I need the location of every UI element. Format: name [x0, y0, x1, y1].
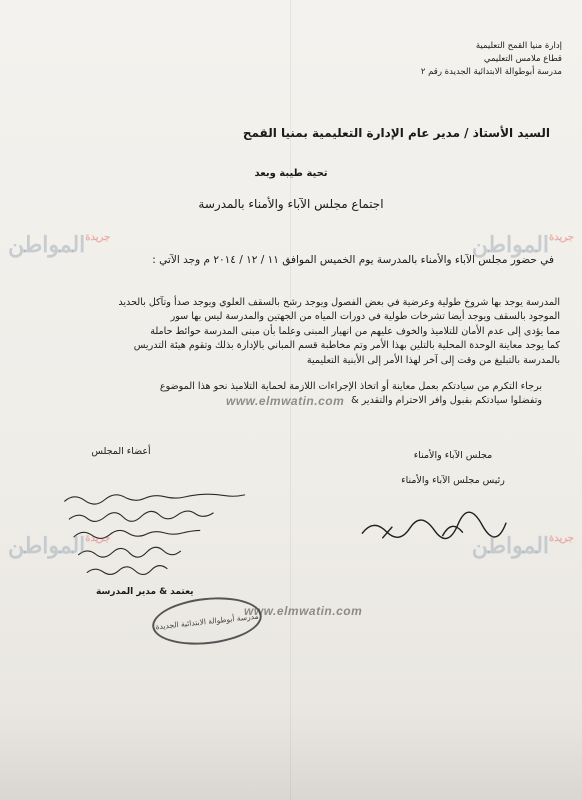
- watermark-brand: $^{جريدة}$المواطن: [471, 232, 574, 257]
- official-stamp: [150, 592, 264, 649]
- watermark-accent: جريدة: [85, 232, 111, 243]
- subject-line: اجتماع مجلس الآباء والأمناء بالمدرسة: [198, 197, 384, 211]
- body-line: المدرسة يوجد بها شروخ طولية وعرضية في بعض الفصول ويوجد رشح بالسقف العلوي ويوجد صدأ وتآكل بالحديد: [118, 297, 560, 308]
- approval-label: يعتمد & مدير المدرسة: [96, 587, 194, 597]
- page-shadow: [0, 710, 582, 800]
- council-head-title: رئيس مجلس الآباء والأمناء: [401, 475, 505, 486]
- stamp-text: مدرسة أبوطوالة الابتدائية الجديدة: [155, 611, 259, 631]
- members-title: أعضاء المجلس: [91, 446, 151, 457]
- body-line: مما يؤدى إلى عدم الأمان للتلاميذ والخوف عليهم من انهيار المبنى وعلما بأن مبنى المدرسة حوائط حاملة: [150, 325, 560, 337]
- addressee-line: السيد الأستاذ / مدير عام الإدارة التعليمية بمنيا القمح: [242, 126, 550, 140]
- signature-scribble: [64, 490, 244, 505]
- letterhead-line: قطاع ملامس التعليمي: [483, 54, 562, 64]
- letterhead: [312, 40, 562, 79]
- council-signature-block: [358, 450, 548, 486]
- body-line: بالمدرسة بالتبليغ من وقت إلى آخر لهذا الأمر إلى الأبنية التعليمية: [306, 354, 560, 366]
- closing-line: وتفضلوا سيادتكم بقبول وافر الاحترام والتقدير &: [351, 395, 542, 407]
- request-line: برجاء التكرم من سيادتكم بعمل معاينة أو اتخاذ الإجراءات اللازمة لحماية التلاميذ نحو هذا الموضوع: [159, 381, 542, 392]
- watermark-brand: $^{جريدة}$المواطن: [471, 533, 574, 558]
- signature-scribble: [87, 565, 167, 576]
- greeting: تحية طيبة وبعد: [254, 168, 328, 179]
- council-title: مجلس الآباء والأمناء: [413, 450, 493, 461]
- watermark-brand: $^{جريدة}$المواطن: [8, 533, 111, 558]
- letterhead-line: مدرسة أبوطوالة الابتدائية الجديدة رقم ٢: [420, 67, 562, 77]
- letterhead-line: إدارة منيا القمح التعليمية: [475, 41, 562, 51]
- watermark-url: www.elmwatin.com: [244, 604, 363, 618]
- watermark-brand: $^{جريدة}$المواطن: [8, 232, 111, 257]
- watermark-url: www.elmwatin.com: [226, 394, 345, 408]
- body-paragraph: [20, 296, 560, 368]
- body-line: كما يوجد معاينة الوحدة المحلية بالتلين بهذا الأمر وتم مخاطبة قسم المباني بالإدارة بذلك وتقوم هيئة التدريس: [133, 340, 560, 352]
- intro-line: في حضور مجلس الآباء والأمناء بالمدرسة يوم الخميس الموافق ١١ / ١٢ / ٢٠١٤ م وجد الآتي :: [152, 254, 554, 266]
- body-line: الموجود بالسقف ويوجد أيضا تشرخات طولية في دورات المياه من الجهتين والمدرسة ليس بها سور: [170, 311, 560, 323]
- signature-scribble: [69, 509, 213, 523]
